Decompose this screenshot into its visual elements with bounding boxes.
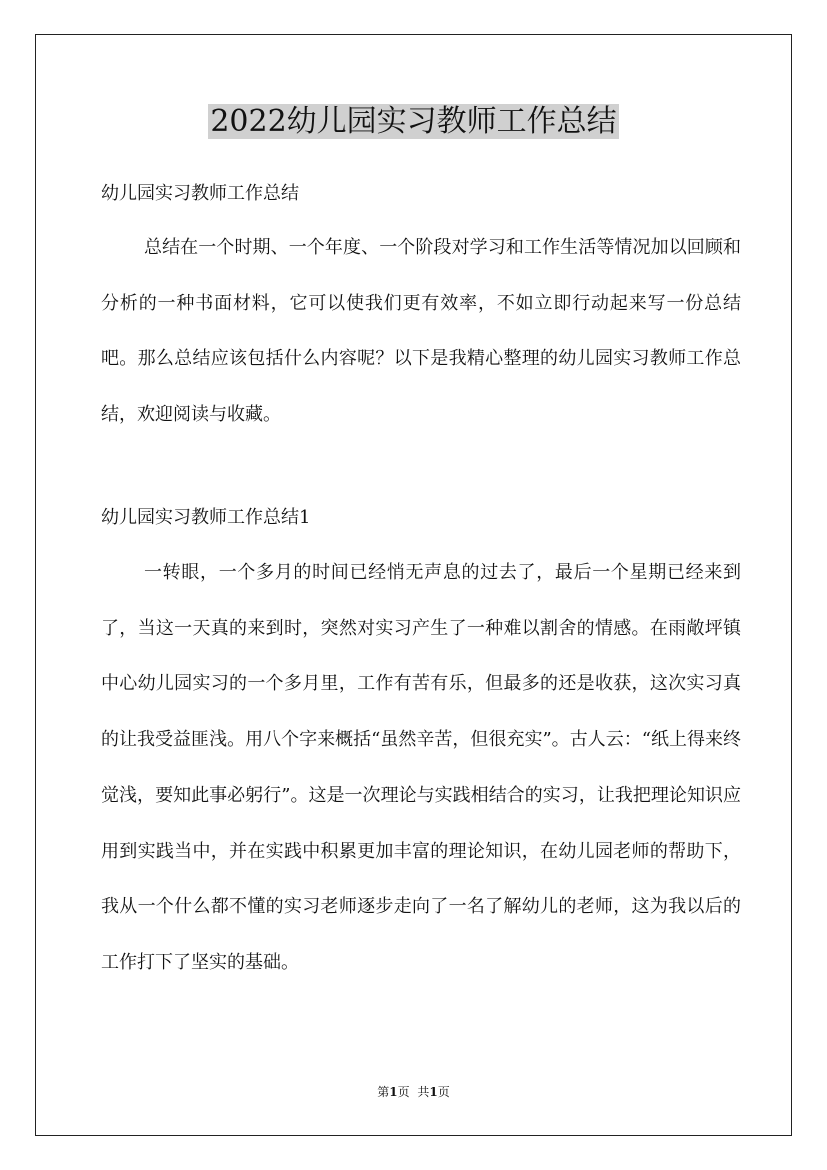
section1-paragraph: 一转眼，一个多月的时间已经悄无声息的过去了，最后一个星期已经来到了，当这一天真的来到时，突然对实习产生了一种难以割舍的情感。在雨敞坪镇中心幼儿园实习的一个多月里，工作有苦有乐，但最多的还是收获，这次实习真的让我受益匪浅。用八个字来概括“虽然辛苦，但很充实”。古人云：“纸上得来终觉浅，要知此事必躬行”。这是一次理论与实践相结合的实习，让我把理论知识应用到实践当中，并在实践中积累更加丰富的理论知识，在幼儿园老师的帮助下，我从一个什么都不懂的实习老师逐步走向了一名了解幼儿的老师，这为我以后的工作打下了坚实的基础。 <box>101 562 741 973</box>
intro-heading: 幼儿园实习教师工作总结 <box>101 183 299 204</box>
page-footer <box>0 1084 827 1100</box>
section1-heading: 幼儿园实习教师工作总结1 <box>101 507 311 528</box>
footer-total-suffix: 页 <box>437 1085 450 1099</box>
footer-page-total: 1 <box>429 1085 438 1099</box>
footer-page-prefix: 第 <box>377 1085 390 1099</box>
footer-page-current: 1 <box>389 1085 398 1099</box>
footer-page-suffix: 页 <box>397 1085 410 1099</box>
document-title <box>0 102 827 142</box>
document-title-text: 2022幼儿园实习教师工作总结 <box>210 104 617 139</box>
footer-total-prefix: 共 <box>417 1085 430 1099</box>
intro-paragraph: 总结在一个时期、一个年度、一个阶段对学习和工作生活等情况加以回顾和分析的一种书面材料，它可以使我们更有效率，不如立即行动起来写一份总结吧。那么总结应该包括什么内容呢？以下是我精心整理的幼儿园实习教师工作总结，欢迎阅读与收藏。 <box>101 237 741 426</box>
